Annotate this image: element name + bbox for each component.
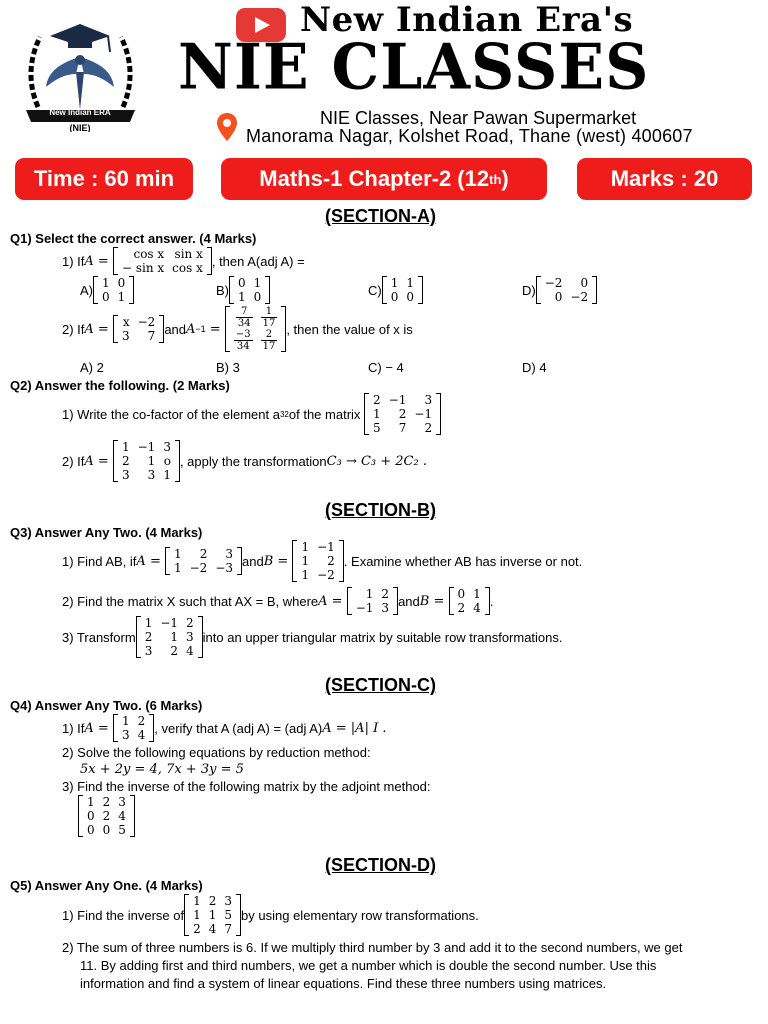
matrix-cell: 0 xyxy=(253,290,262,304)
matrix-cell: 1 xyxy=(144,616,153,630)
fraction-cell: $\frac{2}{17}$ xyxy=(262,329,276,352)
q4-p2-equations: 5x + 2y = 4, 7x + 3y = 5 xyxy=(80,762,244,777)
matrix-cell: 0 xyxy=(554,290,563,304)
q5-title: Q5) Answer Any One. (4 Marks) xyxy=(10,878,203,893)
matrix-cell: 1 xyxy=(173,561,182,575)
matrix-cell: 1 xyxy=(170,630,179,644)
nie-logo xyxy=(18,12,143,132)
fraction-cell: $\frac{7}{34}$ xyxy=(237,306,251,329)
matrix-cell: 4 xyxy=(118,809,126,823)
matrix-cell: cos x xyxy=(133,247,165,261)
matrix-cell: sin x xyxy=(174,247,203,261)
chapter-text: Maths-1 Chapter-2 (12 xyxy=(259,166,490,191)
var-a: A xyxy=(84,253,94,269)
matrix-cell: 3 xyxy=(186,630,194,644)
matrix-cell: 2 xyxy=(327,554,335,568)
address-line-2: Manorama Nagar, Kolshet Road, Thane (west) 400607 xyxy=(246,126,693,146)
section-a-title: (SECTION-A) xyxy=(325,206,436,226)
matrix-cell: 1 xyxy=(253,276,262,290)
matrix-cell: 2 xyxy=(398,407,407,421)
q4-p3-matrix xyxy=(78,795,135,837)
q1-title: Q1) Select the correct answer. (4 Marks) xyxy=(10,231,257,246)
matrix-cell: 2 xyxy=(424,421,433,435)
q1-p1: 1) If A = cos x sin x − sin x cos x , then A(adj A) = xyxy=(62,247,305,275)
matrix-cell: −1 xyxy=(388,393,407,407)
matrix-cell: −3 xyxy=(215,561,234,575)
matrix-cell: 0 xyxy=(390,290,399,304)
q1-p2-opt-a: A) 2 xyxy=(80,360,104,375)
matrix-cell: 4 xyxy=(137,728,146,742)
q2-p1-matrix xyxy=(364,393,441,435)
matrix-cell: 3 xyxy=(163,440,171,454)
matrix-cell: 7 xyxy=(398,421,407,435)
q1-p2-opt-d: D) 4 xyxy=(522,360,547,375)
q4-p3: 3) Find the inverse of the following matrix by the adjoint method: xyxy=(62,779,431,794)
matrix-cell: 1 xyxy=(117,290,126,304)
matrix-cell: 2 xyxy=(208,894,217,908)
matrix-cell: 0 xyxy=(117,276,126,290)
matrix-cell: 2 xyxy=(137,714,146,728)
matrix-cell: 1 xyxy=(121,440,130,454)
chapter-badge xyxy=(221,158,547,200)
chapter-sup: th xyxy=(489,171,502,187)
q4-p2: 2) Solve the following equations by reduction method: xyxy=(62,745,371,760)
matrix-cell: 1 xyxy=(301,554,310,568)
matrix-cell: 3 xyxy=(424,393,433,407)
q5-p2-line3: information and find a system of linear equations. Find these three numbers using matrices. xyxy=(80,976,607,991)
matrix-cell: 0 xyxy=(238,276,246,290)
section-d-title: (SECTION-D) xyxy=(325,855,436,875)
matrix-cell: −1 xyxy=(137,440,156,454)
matrix-cell: x xyxy=(122,315,130,329)
matrix-cell: o xyxy=(163,454,171,468)
matrix-cell: 2 xyxy=(457,601,466,615)
matrix-cell: −2 xyxy=(317,568,335,582)
matrix-cell: 3 xyxy=(224,894,233,908)
matrix-cell: 2 xyxy=(199,547,208,561)
matrix-cell: 1 xyxy=(208,908,217,922)
matrix-cell: 5 xyxy=(224,908,233,922)
q1-opt-b: B) 0 1 1 0 xyxy=(216,276,270,304)
marks-badge: Marks : 20 xyxy=(577,158,752,200)
matrix-cell: 1 xyxy=(87,795,95,809)
matrix-cell: −2 xyxy=(544,276,563,290)
logo-ribbon-text: New Indian ERA xyxy=(49,108,111,117)
matrix-cell: 0 xyxy=(102,823,111,837)
matrix-cell: 1 xyxy=(406,276,414,290)
matrix-cell: 3 xyxy=(144,644,153,658)
matrix-cell: 1 xyxy=(390,276,399,290)
matrix-cell: −2 xyxy=(189,561,208,575)
matrix-cell: 1 xyxy=(301,540,310,554)
matrix-cell: 1 xyxy=(193,908,201,922)
matrix-cell: 7 xyxy=(224,922,233,936)
q5-p2-line1: 2) The sum of three numbers is 6. If we multiply third number by 3 and add it to the second numbers, we get xyxy=(62,940,683,955)
matrix-cell: 2 xyxy=(193,922,201,936)
matrix-cell: 5 xyxy=(373,421,381,435)
logo-sub-text: (NIE) xyxy=(69,123,91,132)
matrix-cell: 3 xyxy=(147,468,156,482)
matrix-cell: 7 xyxy=(147,329,156,343)
matrix-cell: 0 xyxy=(457,587,466,601)
matrix-cell: 3 xyxy=(121,728,130,742)
matrix-cell: 5 xyxy=(118,823,126,837)
q2-p2-matrix xyxy=(113,440,180,482)
matrix-cell: 0 xyxy=(406,290,414,304)
matrix-cell: 2 xyxy=(121,454,130,468)
matrix-cell: 1 xyxy=(102,276,110,290)
section-c-title: (SECTION-C) xyxy=(325,675,436,695)
matrix-cell: 1 xyxy=(238,290,246,304)
matrix-cell: 1 xyxy=(173,547,182,561)
q1-p2: 2) If A = x −2 3 7 and A −1 = $\frac{7}{34}$ $\frac{1}{17}$ $\frac{-3}{34}$ $\frac{2}{17}$ , then the value of x is xyxy=(62,306,413,352)
matrix-cell: −1 xyxy=(317,540,335,554)
matrix-cell: 0 xyxy=(580,276,589,290)
matrix-cell: cos x xyxy=(172,261,203,275)
q2-p2: 2) If A = 1 −1 3 2 1 o 3 3 1 , apply the transformation C₃ → C₃ + 2C₂ . xyxy=(62,440,427,482)
q4-p1: 1) If A = 1 2 3 4 , verify that A (adj A) = (adj A) A = |A| I . xyxy=(62,714,387,742)
matrix-cell: −1 xyxy=(414,407,433,421)
matrix-cell: 4 xyxy=(208,922,217,936)
q3-p3: 3) Transform 1 −1 2 2 1 3 3 2 4 into an upper triangular matrix by suitable row transformations. xyxy=(62,616,563,658)
q1-p2-matrix xyxy=(113,315,164,343)
q1-opt-d: D) −2 0 0 −2 xyxy=(522,276,597,304)
matrix-cell: −2 xyxy=(137,315,156,329)
q5-p2-line2: 11. By adding first and third numbers, we get a number which is double the second number. Use this xyxy=(80,958,657,973)
q3-title: Q3) Answer Any Two. (4 Marks) xyxy=(10,525,203,540)
matrix-cell: 2 xyxy=(144,630,153,644)
location-pin-icon xyxy=(216,112,238,142)
matrix-cell: 0 xyxy=(87,809,95,823)
matrix-cell: 1 xyxy=(365,587,374,601)
matrix-cell: 3 xyxy=(121,329,130,343)
matrix-cell: −1 xyxy=(160,616,179,630)
matrix-cell: 2 xyxy=(102,795,111,809)
matrix-cell: 2 xyxy=(373,393,381,407)
matrix-cell: 1 xyxy=(373,407,381,421)
q1-p1-matrix xyxy=(113,247,212,275)
matrix-cell: 3 xyxy=(381,601,390,615)
q1-opt-c: C) 1 1 0 0 xyxy=(368,276,423,304)
q1-p2-opt-c: C) − 4 xyxy=(368,360,404,375)
matrix-cell: 3 xyxy=(121,468,130,482)
q2-p1: 1) Write the co-factor of the element a 32 of the matrix 2 −1 3 1 2 −1 5 7 2 xyxy=(62,393,441,435)
matrix-cell: 0 xyxy=(87,823,95,837)
matrix-cell: 2 xyxy=(102,809,111,823)
q5-p1: 1) Find the inverse of 1 2 3 1 1 5 2 4 7 by using elementary row transformations. xyxy=(62,894,479,936)
matrix-cell: − sin x xyxy=(121,261,165,275)
q1-opt-a: A) 1 0 0 1 xyxy=(80,276,134,304)
q1-p2-inverse-matrix xyxy=(225,306,286,352)
chapter-end: ) xyxy=(501,166,509,191)
matrix-cell: 1 xyxy=(193,894,201,908)
matrix-cell: 1 xyxy=(163,468,171,482)
matrix-cell: −2 xyxy=(570,290,589,304)
q4-title: Q4) Answer Any Two. (6 Marks) xyxy=(10,698,203,713)
matrix-cell: 3 xyxy=(225,547,234,561)
q1-p2-opt-b: B) 3 xyxy=(216,360,240,375)
matrix-cell: 1 xyxy=(473,587,481,601)
q3-p2: 2) Find the matrix X such that AX = B, where A = 1 2 −1 3 and B = 0 1 2 4 . xyxy=(62,587,494,615)
matrix-cell: 4 xyxy=(186,644,194,658)
matrix-cell: 1 xyxy=(147,454,156,468)
fraction-cell: $\frac{-3}{34}$ xyxy=(235,329,251,352)
q2-title: Q2) Answer the following. (2 Marks) xyxy=(10,378,230,393)
matrix-cell: 0 xyxy=(102,290,110,304)
matrix-cell: 2 xyxy=(381,587,390,601)
time-badge: Time : 60 min xyxy=(15,158,193,200)
matrix-cell: −1 xyxy=(355,601,374,615)
matrix-cell: 1 xyxy=(121,714,130,728)
fraction-cell: $\frac{1}{17}$ xyxy=(262,306,276,329)
matrix-cell: 2 xyxy=(170,644,179,658)
matrix-cell: 3 xyxy=(118,795,126,809)
brand-top: New Indian Era's xyxy=(300,0,634,40)
matrix-cell: 4 xyxy=(473,601,481,615)
q3-p1: 1) Find AB, if A = 1 2 3 1 −2 −3 and B = 1 −1 1 2 1 −2 . Examine whether AB has inverse or not. xyxy=(62,540,583,582)
brand-main: NIE CLASSES xyxy=(178,30,650,105)
section-b-title: (SECTION-B) xyxy=(325,500,436,520)
address-line-1: NIE Classes, Near Pawan Supermarket xyxy=(320,108,637,128)
matrix-cell: 1 xyxy=(301,568,310,582)
matrix-cell: 2 xyxy=(186,616,194,630)
